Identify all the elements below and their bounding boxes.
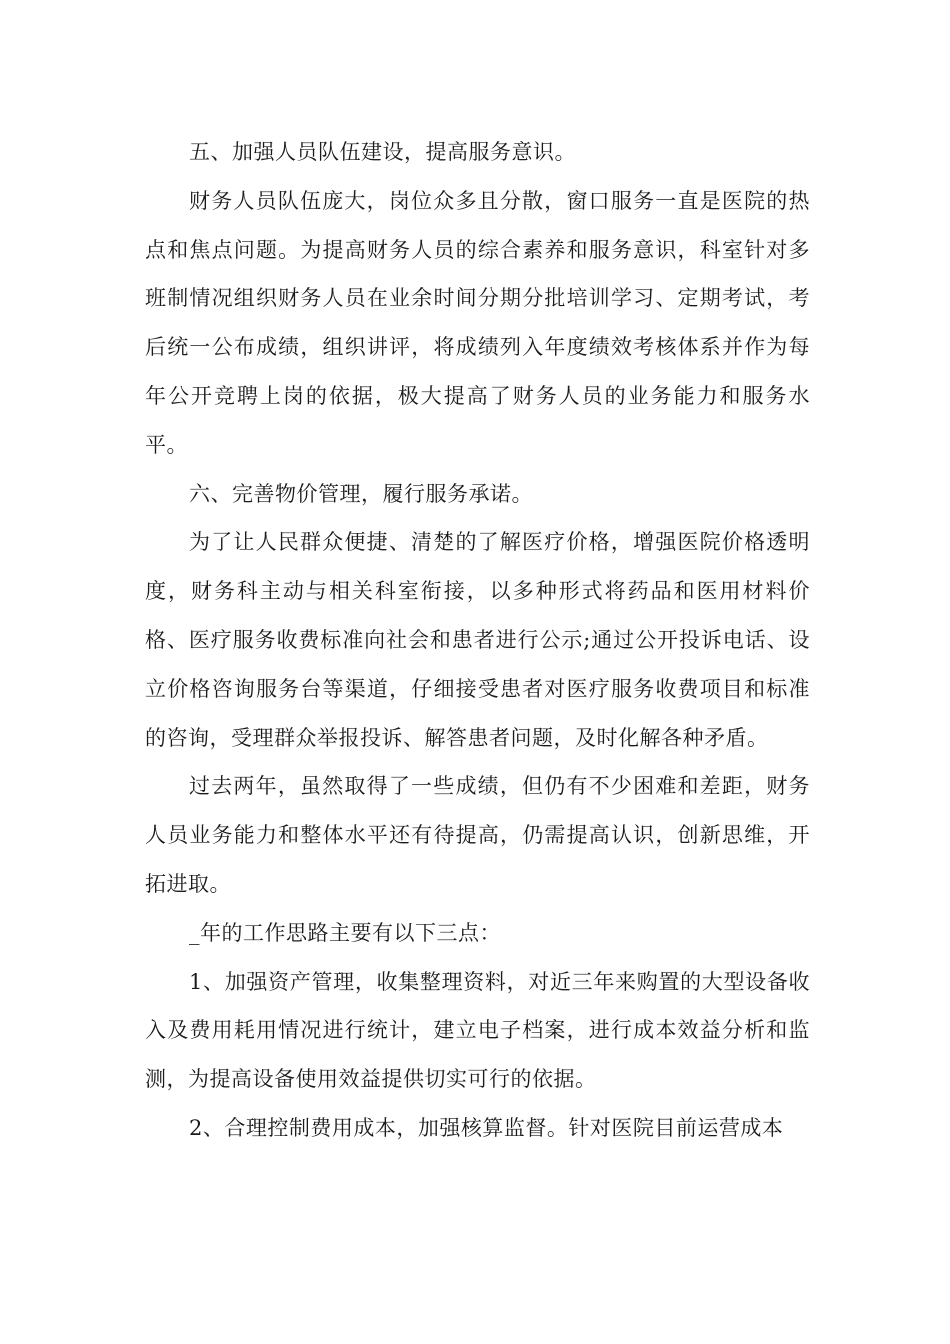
section-heading-five: 五、加强人员队伍建设，提高服务意识。 [189, 140, 576, 164]
paragraph-plan-item-2: 2、合理控制费用成本，加强核算监督。针对医院目前运营成本 [189, 1115, 784, 1140]
paragraph-staff-training: 财务人员队伍庞大，岗位众多且分散，窗口服务一直是医院的热点和焦点问题。为提高财务人员的综合素养和服务意识，科室针对多班制情况组织财务人员在业余时间分期分批培训学习、定期考试，考后统一公布成绩，组织讲评，将成绩列入年度绩效考核体系并作为每年公开竞聘上岗的依据，极大提高了财务人员的业务能力和服务水平。 [145, 188, 810, 457]
section-heading-six: 六、完善物价管理，履行服务承诺。 [189, 481, 533, 506]
paragraph-past-two-years: 过去两年，虽然取得了一些成绩，但仍有不少困难和差距，财务人员业务能力和整体水平还有待提高，仍需提高认识，创新思维，开拓进取。 [145, 774, 810, 896]
document-body [145, 128, 810, 1153]
paragraph-work-plan-intro: _年的工作思路主要有以下三点： [189, 920, 501, 945]
paragraph-plan-item-1: 1、加强资产管理，收集整理资料，对近三年来购置的大型设备收入及费用耗用情况进行统计，建立电子档案，进行成本效益分析和监测，为提高设备使用效益提供切实可行的依据。 [145, 969, 810, 1092]
paragraph-price-management: 为了让人民群众便捷、清楚的了解医疗价格，增强医院价格透明度，财务科主动与相关科室衔接，以多种形式将药品和医用材料价格、医疗服务收费标准向社会和患者进行公示;通过公开投诉电话、设立价格咨询服务台等渠道，仔细接受患者对医疗服务收费项目和标准的咨询，受理群众举报投诉、解答患者问题，及时化解各种矛盾。 [145, 530, 810, 750]
